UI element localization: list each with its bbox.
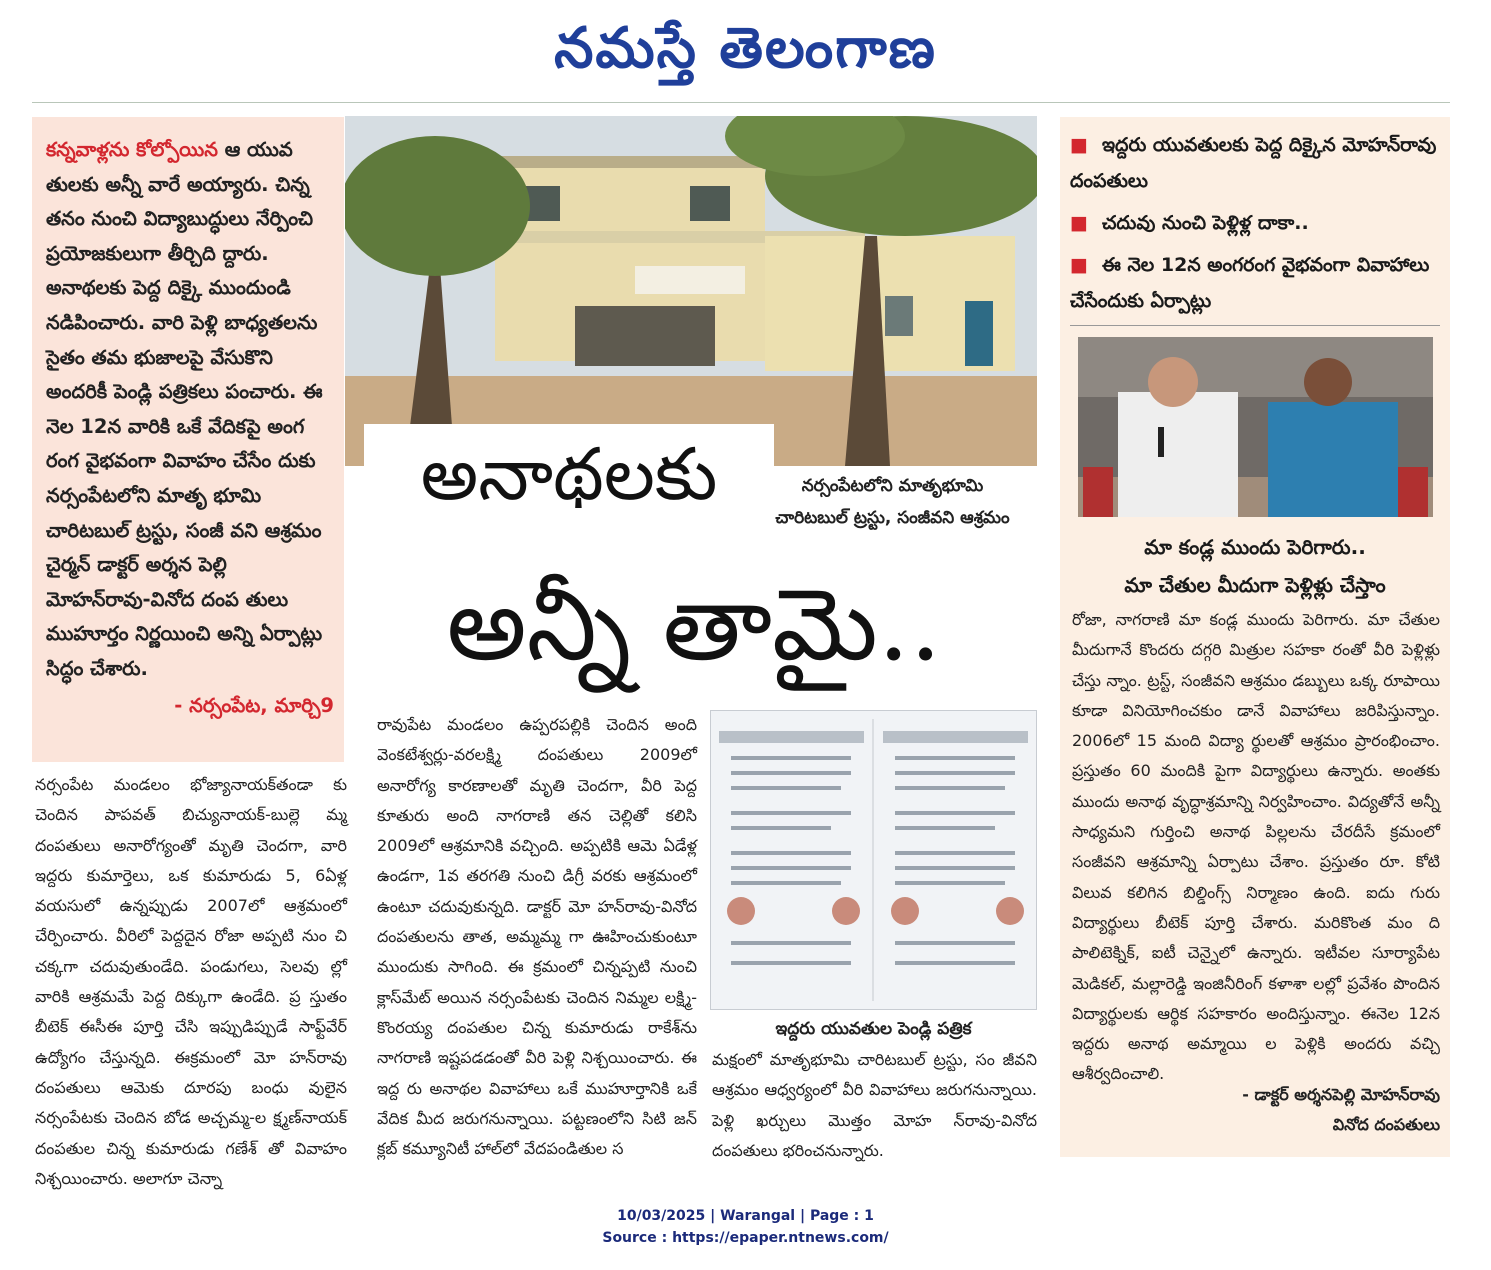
ashram-building-photo <box>345 116 1037 466</box>
sidebar-divider <box>1070 325 1440 326</box>
couple-photo <box>1078 337 1433 517</box>
headline-line2: అన్నీ తామై.. <box>446 566 942 683</box>
intro-dateline: - నర్సంపేట, మార్చి9 <box>174 693 334 717</box>
photo-caption <box>755 470 1030 534</box>
card-caption: ఇద్దరు యువతుల పెండ్లి పత్రిక <box>775 1019 972 1039</box>
masthead-logo: నమస్తే తెలంగాణ <box>554 15 937 81</box>
photo-caption-line1: నర్సంపేటలోని మాతృభూమి <box>801 476 984 496</box>
quote-text: రోజా, నాగరాణి మా కండ్ల ముందు పెరిగారు. మా చేతుల మీదుగానే కొందరు దగ్గరి మిత్రుల సహకా రంతో వీరి పెళ్లిళ్లు చేస్తు న్నాం. ట్రస్ట్, సంజీవని ఆశ్రమం డబ్బులు ఒక్క రూపాయి కూడా వినియోగించకుం డానే వివాహాలు జరిపిస్తున్నాం. 2006లో 15 మంది విద్యా ర్థులతో ఆశ్రమం ప్రారంభించాం. ప్రస్తుతం 60 మందికి పైగా విద్యార్థులు ఉన్నారు. అంతకు ముందు అనాథ వృద్ధాశ్రమాన్ని నిర్వహించాం. విద్యతోనే అన్నీ సాధ్యమని గుర్తించి అనాథ పిల్లలను చేరదీసే క్రమంలో సంజీవని ఆశ్రమాన్ని ఏర్పాటు చేశాం. ప్రస్తుతం రూ. కోటి విలువ కలిగిన బిల్డింగ్స్ నిర్మాణం ఉంది. ఐదు గురు విద్యార్థులు బీటెక్ పూర్తి చేశారు. మరికొంత మం ది పాలిటెక్నిక్, ఐటీ చెన్నైలో ఉన్నారు. ఇటీవల సూర్యాపేట మెడికల్, మల్లారెడ్డి ఇంజినీరింగ్ కళాశా లల్లో ప్రవేశం పొందిన విద్యార్థులకు ఆర్థిక సహకారం అందిస్తున్నాం. ఈనెల 12న ఇద్దరు అనాథ అమ్మాయి ల పెళ్లికి అందరు వచ్చి ఆశీర్వదించాలి. <box>1072 610 1440 1084</box>
masthead-divider <box>32 102 1450 103</box>
highlight-item: ■ ఈ నెల 12న అంగరంగ వైభవంగా వివాహాలు చేసేందుకు ఏర్పాట్లు <box>1070 254 1430 312</box>
intro-lead: కన్నవాళ్లను కోల్పోయిన <box>46 138 218 161</box>
footer-source-link[interactable]: Source : https://epaper.ntnews.com/ <box>602 1230 889 1246</box>
page-footer <box>0 1205 1491 1249</box>
highlight-item: ■ చదువు నుంచి పెళ్లిళ్ల దాకా.. <box>1070 212 1309 234</box>
wedding-invitation-image <box>710 710 1037 1010</box>
headline-line1: అనాథలకు <box>364 424 774 524</box>
highlight-item: ■ ఇద్దరు యువతులకు పెద్ద దిక్కైన మోహన్‌రావు దంపతులు <box>1070 134 1437 192</box>
intro-text: ఆ యువ తులకు అన్నీ వారే అయ్యారు. చిన్న తనం నుంచి విద్యాబుద్ధులు నేర్పించి ప్రయోజకులుగా తీర్చిది ద్దారు. అనాథలకు పెద్ద దిక్కై ముందుండి నడిపించారు. వారి పెళ్లి బాధ్యతలను సైతం తమ భుజాలపై వేసుకొని అందరికీ పెండ్లి పత్రికలు పంచారు. ఈ నెల 12న వారికి ఒకే వేదికపై అంగ రంగ వైభవంగా వివాహం చేసేం దుకు నర్సంపేటలోని మాతృ భూమి చారిటబుల్ ట్రస్టు, సంజీ వని ఆశ్రమం చైర్మన్ డాక్టర్ అర్శన పెల్లి మోహన్‌రావు-వినోద దంప తులు ముహూర్తం నిర్ణయించి అన్ని ఏర్పాట్లు సిద్ధం చేశారు. <box>46 138 323 680</box>
quote-title: మా కండ్ల ముందు పెరిగారు.. మా చేతుల మీదుగా పెళ్లిళ్లు చేస్తాం <box>1124 535 1386 597</box>
highlight-list <box>1070 127 1440 319</box>
footer-date-line: 10/03/2025 | Warangal | Page : 1 <box>617 1208 874 1224</box>
photo-caption-line2: చారిటబుల్ ట్రస్టు, సంజీవని ఆశ్రమం <box>775 508 1010 528</box>
body-column-2: రావుపేట మండలం ఉప్పరపల్లికి చెందిన అంది వెంకటేశ్వర్లు-వరలక్ష్మి దంపతులు 2009లో అనారోగ్య కారణాలతో మృతి చెందగా, వీరి పెద్ద కూతురు అంది నాగరాణి తన చెల్లితో కలిసి 2009లో ఆశ్రమానికి వచ్చింది. అప్పటికి ఆమె ఏడేళ్ల ఉండగా, 1వ తరగతి నుంచి డిగ్రీ వరకు ఆశ్రమంలో ఉంటూ చదువుకున్నది. డాక్టర్ మో హన్‌రావు-వినోద దంపతులను తాత, అమ్మమ్మ గా ఊహించుకుంటూ ముందుకు సాగింది. ఈ క్రమంలో చిన్నప్పటి నుంచి క్లాస్‌మేట్ అయిన నర్సంపేటకు చెందిన నిమ్మల లక్ష్మి-కొంరయ్య దంపతుల చిన్న కుమారుడు రాకేశ్‌ను నాగరాణి ఇష్టపడడంతో వీరి పెళ్లి నిశ్చయించారు. ఈ ఇద్ద రు అనాథల వివాహాలు ఒకే ముహూర్తానికి ఒకే వేదిక మీద జరుగనున్నాయి. పట్టణంలోని సిటి జన్ క్లబ్ కమ్యూనిటీ హాల్‌లో వేదపండితుల స <box>377 715 697 1159</box>
quote-signature: - డాక్టర్ అర్శనపెల్లి మోహన్‌రావు వినోద దంపతులు <box>1242 1085 1440 1134</box>
body-column-3: మక్షంలో మాతృభూమి చారిటబుల్ ట్రస్టు, సం జీవని ఆశ్రమం ఆధ్వర్యంలో వీరి వివాహాలు జరుగనున్నాయి. పెళ్లి ఖర్చులు మొత్తం మోహ న్‌రావు-వినోద దంపతులు భరించనున్నారు. <box>712 1050 1037 1160</box>
intro-box <box>32 117 344 762</box>
body-column-1: నర్సంపేట మండలం భోజ్యానాయక్‌తండా కు చెందిన పాపవత్ బిచ్యునాయక్-బుల్లె మ్మ దంపతులు అనారోగ్యంతో మృతి చెందగా, వారి ఇద్దరు కుమార్తెలు, ఒక కుమారుడు 5, 6ఏళ్ల వయసులో ఉన్నప్పుడు 2007లో ఆశ్రమంలో చేర్పించారు. వీరిలో పెద్దదైన రోజా అప్పటి నుం చి చక్కగా చదువుతుండేది. పండుగలు, సెలవు ల్లో వారికి ఆశ్రమమే పెద్ద దిక్కుగా ఉండేది. ప్ర స్తుతం బీటెక్ ఈసీఈ పూర్తి చేసి ఇప్పుడిప్పుడే సాఫ్ట్‌వేర్ ఉద్యోగం చేస్తున్నది. ఈక్రమంలో మో హన్‌రావు దంపతులు ఆమెకు దూరపు బంధు వులైన నర్సంపేటకు చెందిన బోడ అచ్చమ్మ-ల క్ష్మణ్‌నాయక్ దంపతుల చిన్న కుమారుడు గణేశ్ తో వివాహం నిశ్చయించారు. అలాగూ చెన్నా <box>35 775 347 1188</box>
